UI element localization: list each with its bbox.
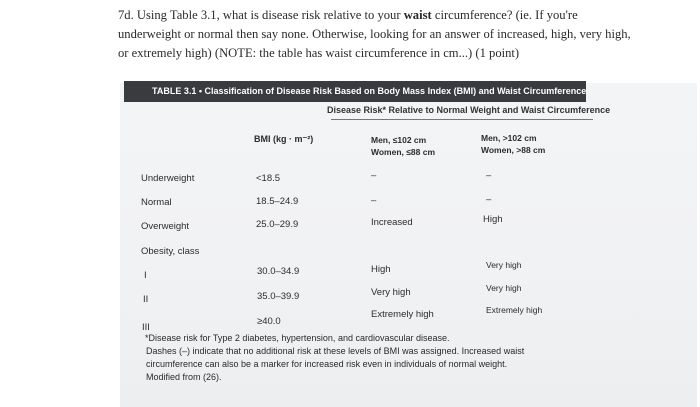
row-label-obesity-iii: III bbox=[142, 322, 150, 333]
bmi-overweight: 25.0–29.9 bbox=[256, 219, 299, 230]
risk-low-obesity-i: High bbox=[371, 264, 391, 275]
low-waist-header-women: Women, ≤88 cm bbox=[371, 147, 436, 157]
footnote-waist: circumference can also be a marker for increased risk even in individuals of normal weight. bbox=[146, 359, 508, 369]
question-line-3: or extremely high) (NOTE: the table has waist circumference in cm...) (1 point) bbox=[118, 46, 520, 60]
risk-low-obesity-ii: Very high bbox=[371, 287, 411, 298]
bmi-obesity-i: 30.0–34.9 bbox=[257, 266, 300, 277]
risk-high-overweight: High bbox=[483, 214, 503, 225]
risk-high-obesity-iii: Extremely high bbox=[486, 305, 543, 315]
low-waist-header-men: Men, ≤102 cm bbox=[371, 135, 427, 145]
risk-high-normal: – bbox=[486, 194, 492, 205]
footnote-dashes: Dashes (–) indicate that no additional risk at these levels of BMI was assigned. Increased waist bbox=[146, 346, 525, 356]
question-text bbox=[118, 6, 688, 63]
row-label-obesity-i: I bbox=[144, 270, 147, 281]
risk-column-group-header: Disease Risk* Relative to Normal Weight and Waist Circumference bbox=[327, 105, 611, 115]
high-waist-header-women: Women, >88 cm bbox=[481, 145, 546, 155]
bmi-underweight: <18.5 bbox=[256, 173, 281, 184]
header-divider bbox=[331, 119, 593, 120]
risk-high-underweight: – bbox=[486, 170, 492, 181]
risk-high-obesity-i: Very high bbox=[486, 260, 522, 270]
question-line-2: underweight or normal then say none. Otherwise, looking for an answer of increased, high, very high, bbox=[118, 27, 631, 41]
risk-low-overweight: Increased bbox=[371, 217, 413, 228]
row-label-obesity-class: Obesity, class bbox=[141, 246, 200, 257]
row-label-obesity-ii: II bbox=[143, 294, 149, 305]
footnote-disease-risk: *Disease risk for Type 2 diabetes, hypertension, and cardiovascular disease. bbox=[145, 333, 450, 343]
question-line-1: 7d. Using Table 3.1, what is disease risk relative to your waist circumference? (ie. If you're bbox=[118, 8, 578, 22]
bmi-obesity-iii: ≥40.0 bbox=[257, 316, 281, 327]
table-title-bar: TABLE 3.1 • Classification of Disease Risk Based on Body Mass Index (BMI) and Waist Circumference bbox=[124, 81, 586, 102]
high-waist-header-men: Men, >102 cm bbox=[481, 133, 537, 143]
bmi-normal: 18.5–24.9 bbox=[256, 196, 299, 207]
risk-high-obesity-ii: Very high bbox=[486, 283, 522, 293]
row-label-underweight: Underweight bbox=[141, 173, 195, 184]
footnote-source: Modified from (26). bbox=[146, 372, 222, 382]
bmi-column-header: BMI (kg · m⁻²) bbox=[254, 134, 314, 144]
bmi-obesity-ii: 35.0–39.9 bbox=[257, 291, 300, 302]
row-label-normal: Normal bbox=[141, 197, 172, 208]
risk-low-underweight: – bbox=[371, 170, 377, 181]
row-label-overweight: Overweight bbox=[141, 221, 190, 232]
question-bold-waist: waist bbox=[403, 8, 432, 22]
risk-low-obesity-iii: Extremely high bbox=[371, 309, 434, 320]
risk-low-normal: – bbox=[371, 195, 377, 206]
